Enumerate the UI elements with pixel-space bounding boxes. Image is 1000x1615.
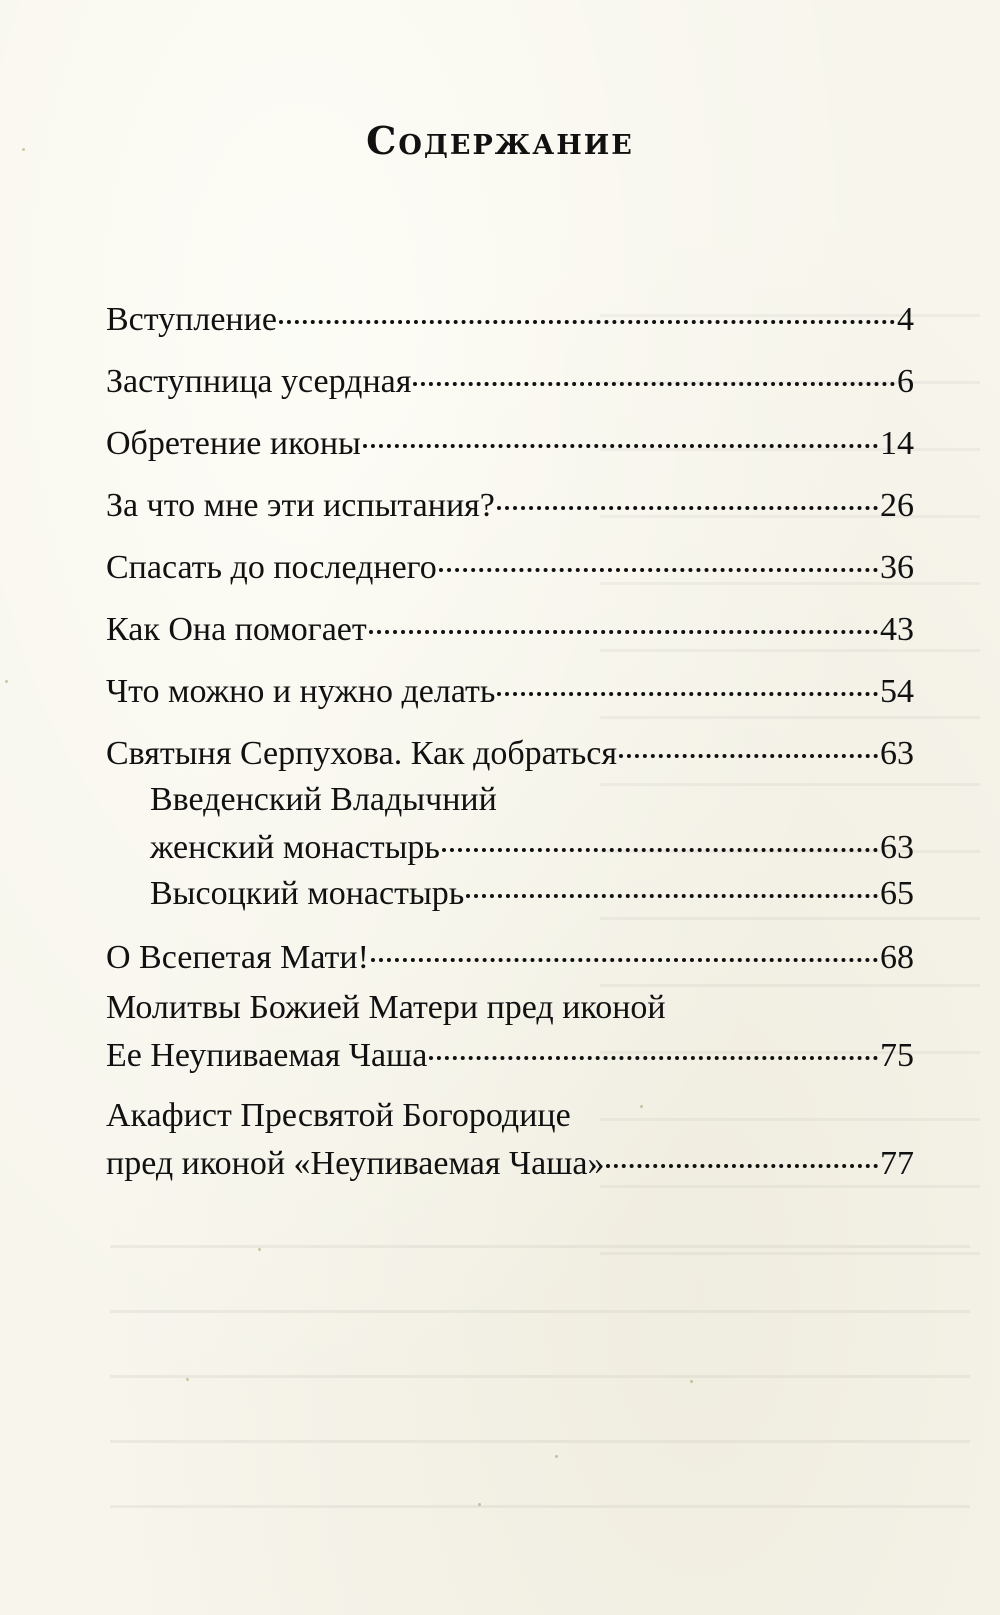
toc-leader-dots bbox=[466, 894, 878, 898]
toc-entry-page: 75 bbox=[880, 1037, 914, 1074]
toc-leader-dots bbox=[442, 848, 878, 852]
toc-leader-dots bbox=[439, 568, 878, 572]
toc-entry bbox=[106, 1144, 914, 1184]
toc-entry-page: 68 bbox=[880, 939, 914, 976]
toc-entry-page: 63 bbox=[880, 829, 914, 866]
toc-entry-label: Высоцкий монастырь bbox=[150, 875, 465, 912]
toc-leader-dots bbox=[497, 506, 878, 510]
bleed-through-text-lower bbox=[110, 1205, 970, 1530]
toc-leader-dots bbox=[413, 382, 895, 386]
toc-leader-dots bbox=[619, 754, 878, 758]
toc-entry-page: 36 bbox=[880, 549, 914, 586]
toc-entry bbox=[106, 734, 914, 774]
toc-subentry-label-line1: Введенский Владычний bbox=[150, 781, 497, 818]
toc-leader-dots bbox=[371, 958, 878, 962]
toc-leader-dots bbox=[363, 444, 878, 448]
toc-leader-dots bbox=[606, 1164, 878, 1168]
toc-subentry bbox=[106, 828, 914, 868]
toc-entry-label: Ее Неупиваемая Чаша bbox=[106, 1037, 428, 1074]
toc-leader-dots bbox=[429, 1056, 878, 1060]
toc-entry-label-line1: Акафист Пресвятой Богородице bbox=[106, 1097, 571, 1134]
toc-entry bbox=[106, 486, 914, 526]
toc-entry bbox=[106, 424, 914, 464]
toc-entry-label: Как Она помогает bbox=[106, 611, 367, 648]
toc-entry-label: Спасать до последнего bbox=[106, 549, 437, 586]
toc-entry bbox=[106, 672, 914, 712]
toc-entry-page: 6 bbox=[897, 363, 914, 400]
toc-entry bbox=[106, 300, 914, 340]
toc-entry-page: 4 bbox=[897, 301, 914, 338]
toc-entry-label: пред иконой «Неупиваемая Чаша» bbox=[106, 1145, 605, 1182]
toc-entry-page: 63 bbox=[880, 735, 914, 772]
toc-leader-dots bbox=[279, 320, 895, 324]
toc-leader-dots bbox=[369, 630, 878, 634]
toc-entry-page: 14 bbox=[880, 425, 914, 462]
toc-entry-page: 77 bbox=[880, 1145, 914, 1182]
toc-entry-label: О Всепетая Мати! bbox=[106, 939, 369, 976]
toc-entry-label: Святыня Серпухова. Как добраться bbox=[106, 735, 617, 772]
page-title: Содержание bbox=[366, 118, 634, 163]
toc-entry-label: За что мне эти испытания? bbox=[106, 487, 495, 524]
toc-entry bbox=[106, 938, 914, 978]
toc-entry-label: женский монастырь bbox=[150, 829, 440, 866]
toc-entry-page: 65 bbox=[880, 875, 914, 912]
toc-entry-page: 54 bbox=[880, 673, 914, 710]
toc-entry bbox=[106, 1036, 914, 1076]
table-of-contents bbox=[106, 300, 914, 1184]
toc-leader-dots bbox=[497, 692, 878, 696]
toc-entry bbox=[106, 610, 914, 650]
toc-entry bbox=[106, 548, 914, 588]
toc-entry-label: Что можно и нужно делать bbox=[106, 673, 496, 710]
toc-entry-label: Вступление bbox=[106, 301, 277, 338]
toc-entry-page: 43 bbox=[880, 611, 914, 648]
toc-entry-label-line1: Молитвы Божией Матери пред иконой bbox=[106, 989, 666, 1026]
toc-entry-label: Обретение иконы bbox=[106, 425, 361, 462]
toc-entry-label: Заступница усердная bbox=[106, 363, 412, 400]
toc-entry bbox=[106, 362, 914, 402]
toc-subentry bbox=[106, 874, 914, 914]
toc-entry-page: 26 bbox=[880, 487, 914, 524]
